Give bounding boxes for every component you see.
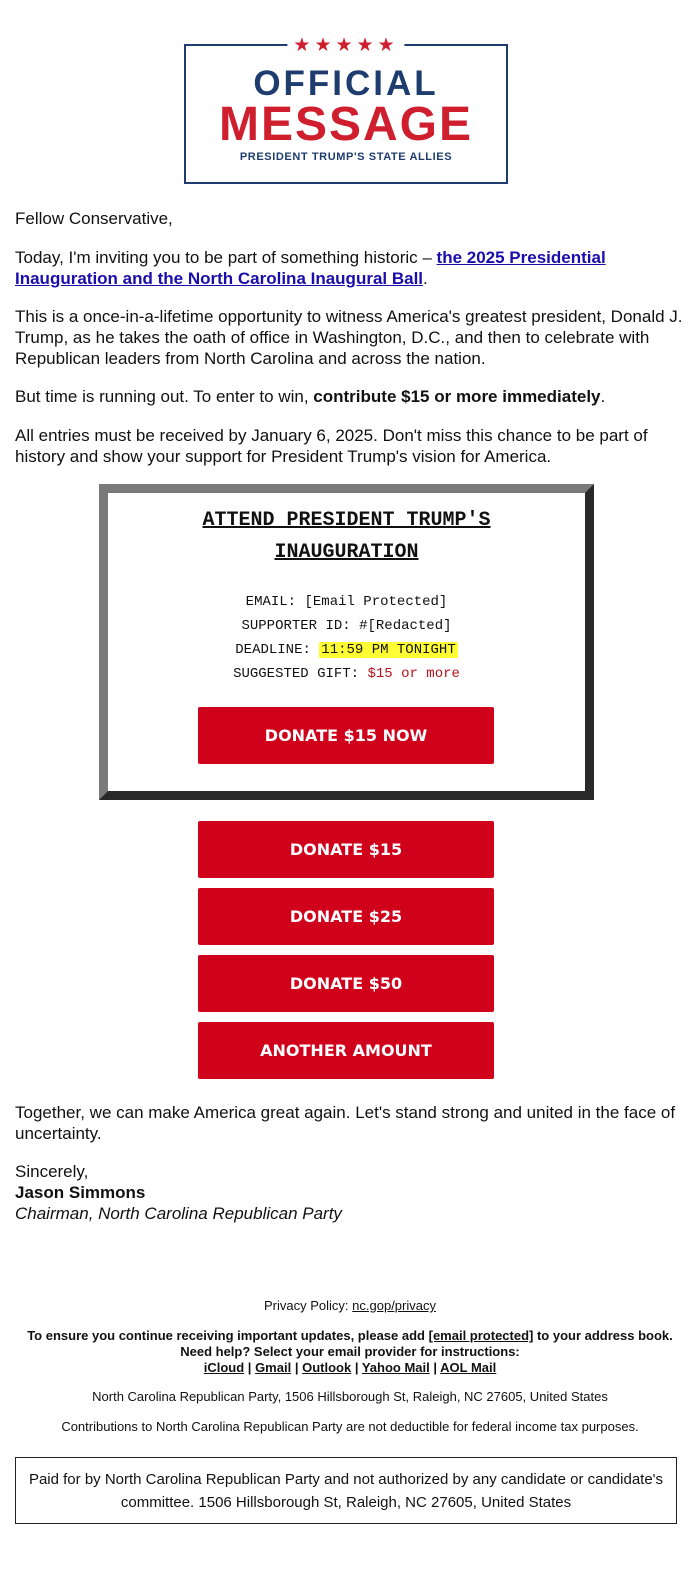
official-message-logo (184, 35, 508, 184)
time-text: But time is running out. To enter to win, (15, 387, 314, 406)
supporter-id-value: #[Redacted] (359, 618, 452, 634)
signer-name: Jason Simmons (15, 1183, 146, 1202)
another-amount-button[interactable]: ANOTHER AMOUNT (198, 1022, 494, 1079)
stars-icon: ★★★★★ (287, 35, 404, 57)
greeting: Fellow Conservative, (15, 209, 173, 228)
privacy-label: Privacy Policy: (264, 1298, 349, 1313)
provider-outlook-link[interactable]: Outlook (302, 1360, 352, 1375)
paragraph-opportunity: This is a once-in-a-lifetime opportunity to witness America's greatest president, Donald J. Trump, as he takes the oath of office in Washington, D.C., and then to celebrate with Republican leaders from North Carolina and across the nation. (15, 307, 683, 368)
closing: Sincerely, (15, 1162, 89, 1181)
inauguration-card (99, 484, 594, 800)
provider-separator: | (294, 1360, 299, 1375)
provider-gmail-link[interactable]: Gmail (255, 1360, 292, 1375)
gift-value: $15 or more (367, 666, 460, 682)
card-title-line1: ATTEND PRESIDENT TRUMP'S (202, 509, 491, 532)
tax-note: Contributions to North Carolina Republican Party are not deductible for federal income tax purposes. (61, 1419, 639, 1434)
provider-separator: | (247, 1360, 252, 1375)
donate-15-now-button[interactable]: DONATE $15 NOW (198, 707, 494, 764)
provider-aol-link[interactable]: AOL Mail (440, 1360, 497, 1375)
donate-50-button[interactable]: DONATE $50 (198, 955, 494, 1012)
paragraph-together: Together, we can make America great again. Let's stand strong and united in the face of uncertainty. (15, 1103, 676, 1143)
email-row (108, 590, 585, 614)
provider-icloud-link[interactable]: iCloud (203, 1360, 245, 1375)
paid-for-disclaimer: Paid for by North Carolina Republican Party and not authorized by any candidate or candidate's committee. 1506 Hillsborough St, Raleigh, NC 27605, United States (15, 1457, 677, 1524)
party-address: North Carolina Republican Party, 1506 Hillsborough St, Raleigh, NC 27605, United States (92, 1389, 608, 1404)
time-period: . (600, 387, 606, 406)
card-info (108, 590, 585, 686)
donate-15-button[interactable]: DONATE $15 (198, 821, 494, 878)
logo-subtitle: PRESIDENT TRUMP'S STATE ALLIES (239, 151, 453, 163)
supporter-id-row (108, 614, 585, 638)
invitation-text: Today, I'm inviting you to be part of something historic – (15, 248, 437, 267)
inauguration-link[interactable]: the 2025 Presidential Inauguration and the North Carolina Inaugural Ball (15, 248, 606, 288)
provider-separator: | (354, 1360, 359, 1375)
provider-separator: | (433, 1360, 438, 1375)
gift-row (108, 662, 585, 686)
address-book-notice (15, 1328, 685, 1376)
paragraph-time (15, 386, 685, 407)
card-title-line2: INAUGURATION (274, 541, 419, 564)
email-value: [Email Protected] (304, 594, 448, 610)
notice-text: To ensure you continue receiving important updates, please add (27, 1328, 429, 1343)
gift-label: SUGGESTED GIFT: (233, 666, 360, 682)
notice-text-after: to your address book. Need help? Select your email provider for instructions: (180, 1328, 673, 1359)
deadline-value: 11:59 PM TONIGHT (321, 642, 456, 658)
invitation-period: . (423, 269, 428, 288)
email-label: EMAIL: (245, 594, 297, 610)
notice-email-link[interactable]: [email protected] (428, 1328, 534, 1343)
deadline-row (108, 638, 585, 662)
paragraph-deadline: All entries must be received by January 6, 2025. Don't miss this chance to be part of history and show your support for President Trump's vision for America. (15, 426, 648, 466)
contribute-emphasis: contribute $15 or more immediately (313, 387, 601, 406)
privacy-link[interactable]: nc.gop/privacy (352, 1298, 436, 1313)
supporter-id-label: SUPPORTER ID: (241, 618, 351, 634)
card-title (108, 505, 585, 569)
signer-title: Chairman, North Carolina Republican Party (15, 1204, 342, 1223)
provider-yahoo-link[interactable]: Yahoo Mail (361, 1360, 430, 1375)
deadline-label: DEADLINE: (235, 642, 311, 658)
logo-message-text: MESSAGE (218, 98, 474, 151)
donate-25-button[interactable]: DONATE $25 (198, 888, 494, 945)
privacy-policy (15, 1298, 685, 1314)
logo-official-text: OFFICIAL (253, 64, 439, 103)
paragraph-invitation (15, 247, 685, 289)
